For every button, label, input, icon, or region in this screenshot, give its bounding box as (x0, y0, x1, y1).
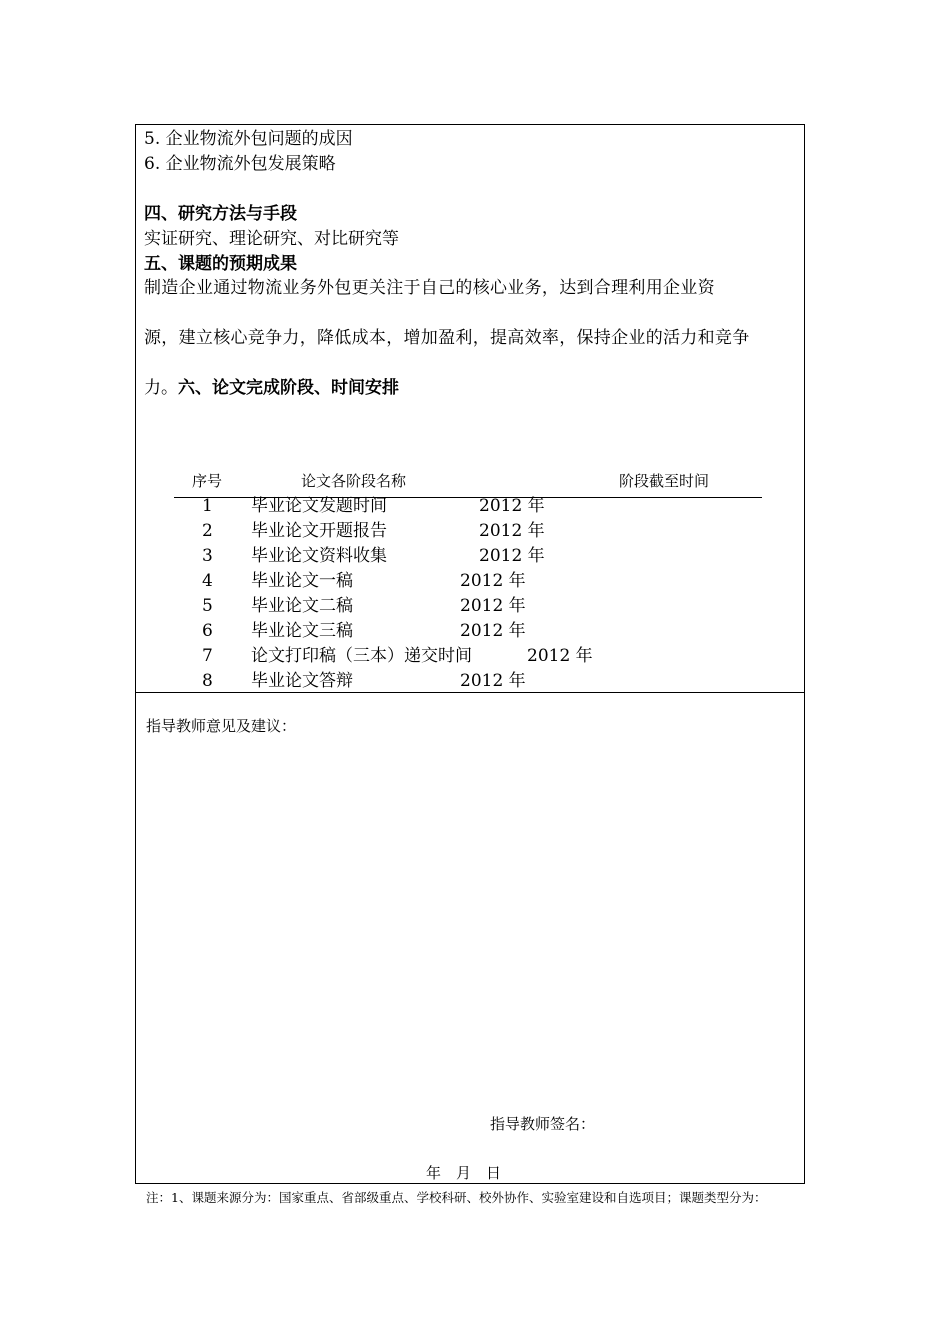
section-4-title: 四、研究方法与手段 (144, 204, 297, 224)
row-no: 6 (202, 621, 213, 641)
row-time: 2012 年 (479, 546, 545, 566)
row-time: 2012 年 (460, 571, 526, 591)
section-5-line-1: 制造企业通过物流业务外包更关注于自己的核心业务，达到合理利用企业资 (144, 278, 715, 298)
section-5-line-2: 源，建立核心竞争力，降低成本，增加盈利，提高效率，保持企业的活力和竞争 (144, 328, 750, 348)
cell-divider (136, 692, 804, 693)
schedule-header-time: 阶段截至时间 (619, 472, 710, 490)
section-5-line-3-text: 力。 (144, 378, 178, 398)
section-6-title: 六、论文完成阶段、时间安排 (178, 378, 399, 398)
table-row (136, 546, 806, 571)
row-time: 2012 年 (460, 621, 526, 641)
row-time: 2012 年 (479, 521, 545, 541)
form-frame (135, 124, 805, 1184)
table-row (136, 646, 806, 671)
row-name: 毕业论文三稿 (251, 621, 353, 641)
row-time: 2012 年 (479, 496, 545, 516)
advisor-opinion-label: 指导教师意见及建议： (146, 717, 297, 735)
list-item-6: 6. 企业物流外包发展策略 (144, 154, 336, 174)
footnote: 注：1、课题来源分为：国家重点、省部级重点、学校科研、校外协作、实验室建设和自选项目；课题类型分为： (146, 1190, 767, 1205)
table-row (136, 496, 806, 521)
schedule-header-no: 序号 (192, 472, 223, 490)
row-no: 7 (202, 646, 213, 666)
list-item-5: 5. 企业物流外包问题的成因 (144, 129, 353, 149)
section-5-title: 五、课题的预期成果 (144, 254, 297, 274)
table-row (136, 521, 806, 546)
row-no: 2 (202, 521, 213, 541)
row-time: 2012 年 (460, 671, 526, 691)
row-name: 毕业论文发题时间 (251, 496, 387, 516)
table-row (136, 621, 806, 646)
table-row (136, 596, 806, 621)
row-name: 毕业论文答辩 (251, 671, 353, 691)
row-name: 毕业论文一稿 (251, 571, 353, 591)
section-5-line-3 (144, 378, 399, 398)
row-name: 毕业论文二稿 (251, 596, 353, 616)
row-no: 4 (202, 571, 213, 591)
row-name: 论文打印稿（三本）递交时间 (251, 646, 472, 666)
row-no: 3 (202, 546, 213, 566)
advisor-date-label: 年 月 日 (426, 1164, 502, 1182)
row-name: 毕业论文资料收集 (251, 546, 387, 566)
row-time: 2012 年 (460, 596, 526, 616)
row-name: 毕业论文开题报告 (251, 521, 387, 541)
schedule-header-name: 论文各阶段名称 (301, 472, 407, 490)
row-time: 2012 年 (527, 646, 593, 666)
section-4-body: 实证研究、理论研究、对比研究等 (144, 229, 399, 249)
row-no: 8 (202, 671, 213, 691)
table-row (136, 571, 806, 596)
advisor-signature-label: 指导教师签名： (490, 1115, 596, 1133)
row-no: 5 (202, 596, 213, 616)
row-no: 1 (202, 496, 213, 516)
